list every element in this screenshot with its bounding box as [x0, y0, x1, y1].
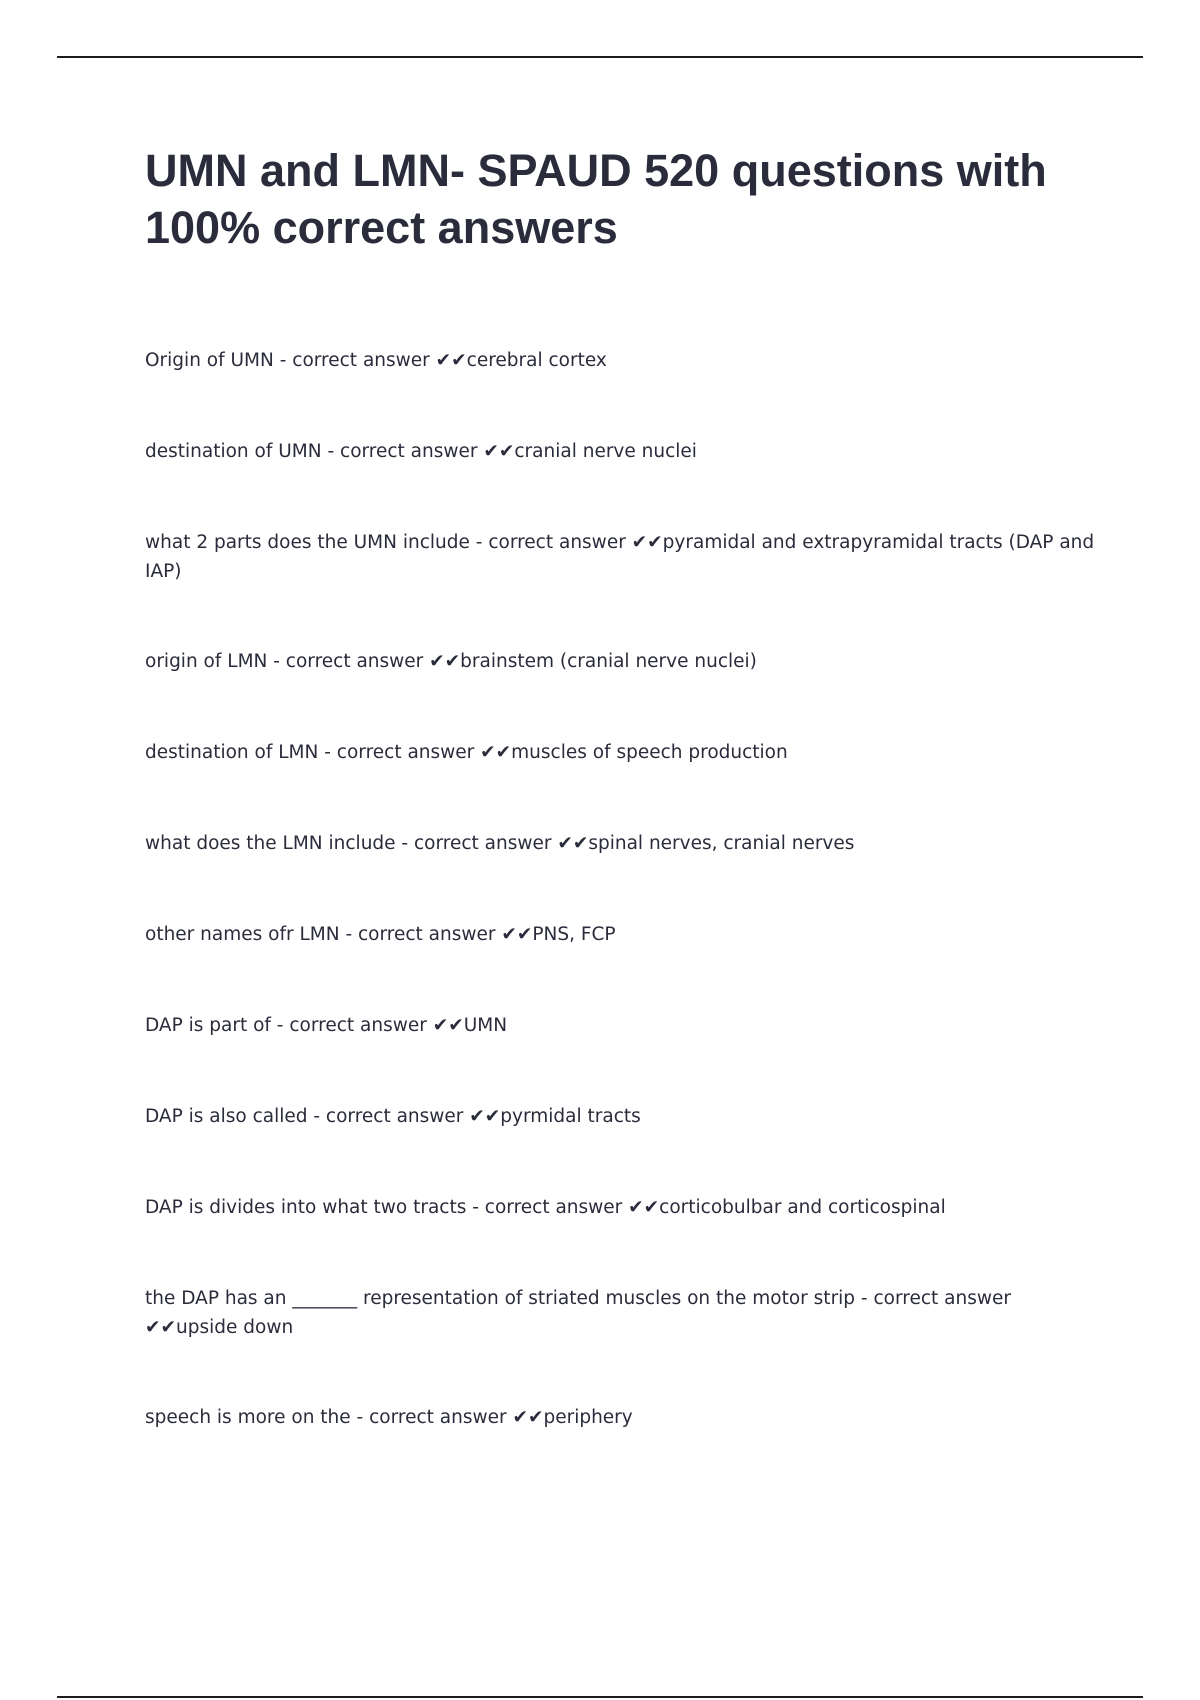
- qa-entry: DAP is part of - correct answer ✔✔UMN: [145, 1015, 508, 1036]
- qa-entry: speech is more on the - correct answer ✔✔periphery: [145, 1407, 633, 1428]
- qa-entry: DAP is divides into what two tracts - correct answer ✔✔corticobulbar and corticospinal: [145, 1197, 946, 1218]
- qa-entry: the DAP has an _______ representation of striated muscles on the motor strip - correct answer ✔✔upside down: [145, 1288, 1011, 1338]
- qa-entry: other names ofr LMN - correct answer ✔✔PNS, FCP: [145, 924, 616, 945]
- qa-entry: DAP is also called - correct answer ✔✔pyrmidal tracts: [145, 1106, 641, 1127]
- footer-rule: [57, 1696, 1143, 1698]
- qa-entry: Origin of UMN - correct answer ✔✔cerebral cortex: [145, 350, 607, 371]
- qa-entry: destination of UMN - correct answer ✔✔cranial nerve nuclei: [145, 441, 697, 462]
- qa-entry: destination of LMN - correct answer ✔✔muscles of speech production: [145, 742, 788, 763]
- qa-list: [145, 346, 1095, 1494]
- document-title: UMN and LMN- SPAUD 520 questions with 100% correct answers: [145, 145, 1047, 253]
- qa-entry: what 2 parts does the UMN include - correct answer ✔✔pyramidal and extrapyramidal tracts (DAP and IAP): [145, 532, 1095, 582]
- header-rule: [57, 56, 1143, 58]
- qa-entry: origin of LMN - correct answer ✔✔brainstem (cranial nerve nuclei): [145, 651, 757, 672]
- qa-entry: what does the LMN include - correct answer ✔✔spinal nerves, cranial nerves: [145, 833, 855, 854]
